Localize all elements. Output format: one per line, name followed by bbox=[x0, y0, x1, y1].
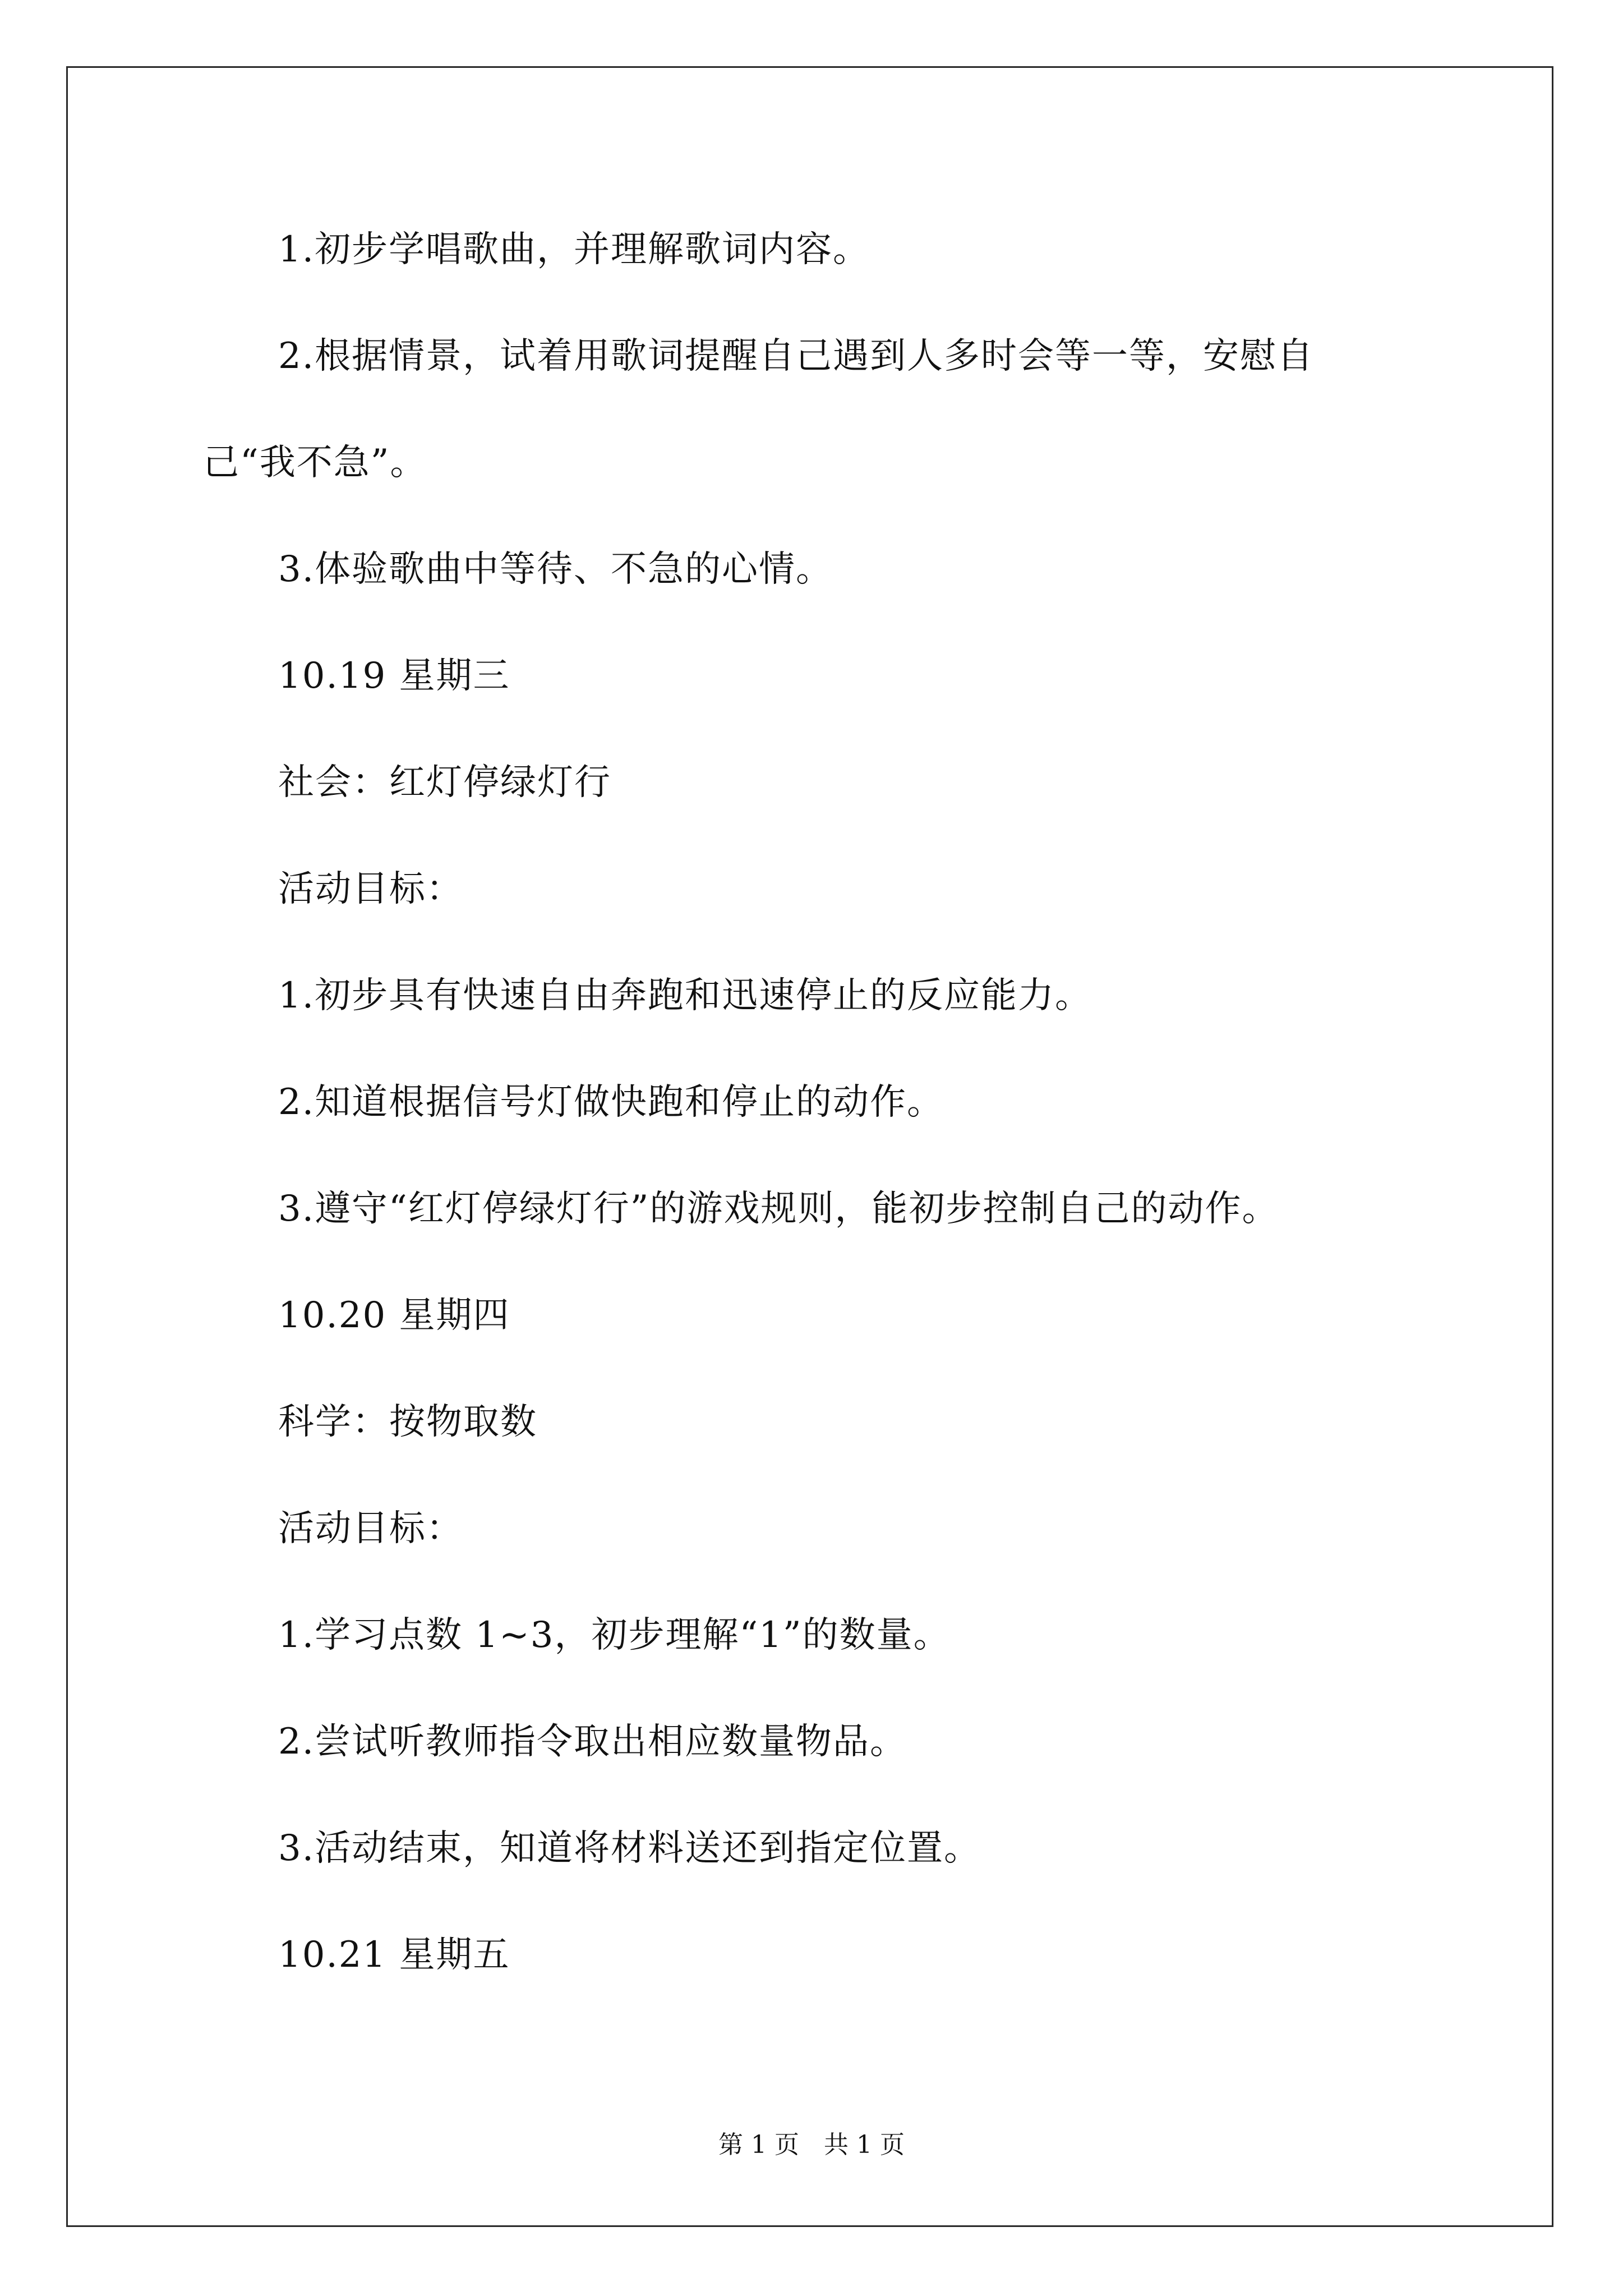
text-line-16: 3.活动结束，知道将材料送还到指定位置。 bbox=[278, 1828, 981, 1869]
text-line-4: 3.体验歌曲中等待、不急的心情。 bbox=[278, 549, 833, 590]
page-border bbox=[66, 66, 1553, 2227]
text-line-8: 1.初步具有快速自由奔跑和迅速停止的反应能力。 bbox=[278, 975, 1092, 1016]
text-line-9: 2.知道根据信号灯做快跑和停止的动作。 bbox=[278, 1082, 944, 1123]
text-line-1: 1.初步学唱歌曲，并理解歌词内容。 bbox=[278, 229, 870, 270]
text-line-14: 1.学习点数 1~3，初步理解“1”的数量。 bbox=[278, 1614, 951, 1656]
text-line-10: 3.遵守“红灯停绿灯行”的游戏规则，能初步控制自己的动作。 bbox=[278, 1188, 1279, 1230]
activity-title-social: 社会：红灯停绿灯行 bbox=[278, 762, 611, 803]
text-line-3: 己“我不急”。 bbox=[203, 442, 427, 484]
date-heading-friday: 10.21 星期五 bbox=[278, 1934, 510, 1976]
goals-heading-2: 活动目标： bbox=[278, 1508, 463, 1549]
page-footer: 第 1 页 共 1 页 bbox=[718, 2131, 905, 2159]
text-line-2: 2.根据情景，试着用歌词提醒自己遇到人多时会等一等，安慰自 bbox=[278, 335, 1315, 377]
activity-title-science: 科学：按物取数 bbox=[278, 1401, 537, 1443]
date-heading-thursday: 10.20 星期四 bbox=[278, 1295, 510, 1336]
goals-heading-1: 活动目标： bbox=[278, 868, 463, 910]
text-line-15: 2.尝试听教师指令取出相应数量物品。 bbox=[278, 1721, 907, 1763]
date-heading-wednesday: 10.19 星期三 bbox=[278, 655, 510, 697]
